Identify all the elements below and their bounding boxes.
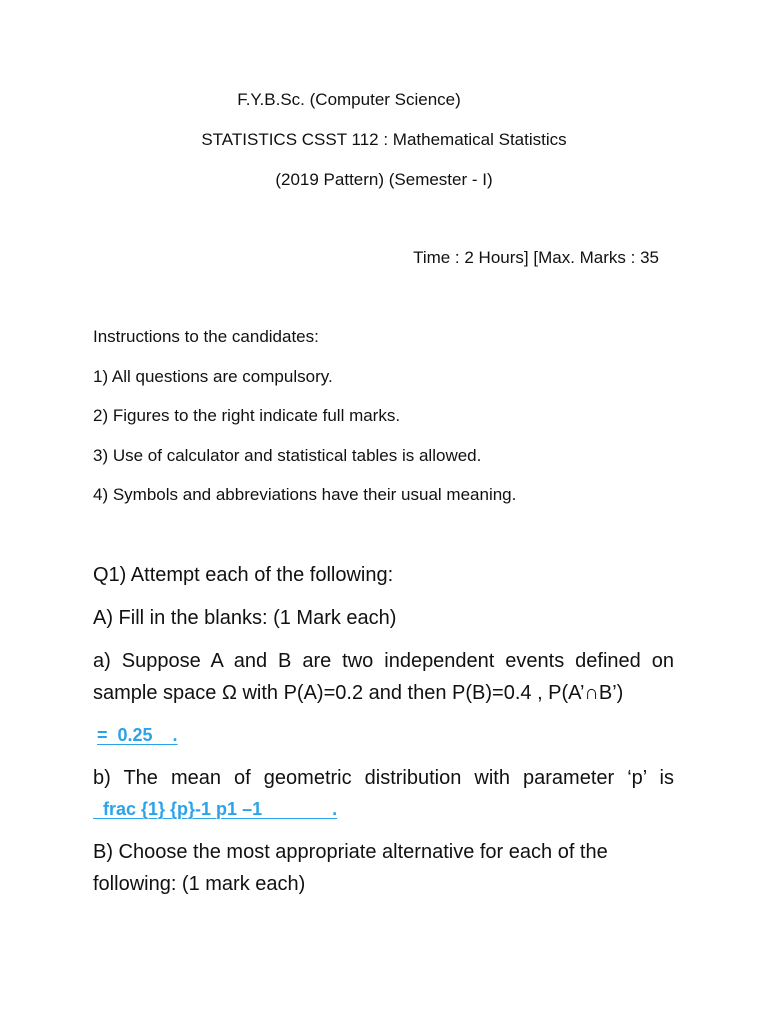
question-a-line-1: a) Suppose A and B are two independent events defined on — [93, 650, 674, 672]
pattern-semester: (2019 Pattern) (Semester - I) — [275, 170, 493, 189]
q1-title: Q1) Attempt each of the following: — [93, 564, 394, 586]
section-b-heading-line-2: following: (1 mark each) — [93, 873, 306, 895]
instruction-item: 2) Figures to the right indicate full marks. — [93, 406, 401, 425]
question-b-answer: frac {1} {p}-1 p1 –1 . — [93, 799, 338, 819]
instruction-item: 4) Symbols and abbreviations have their usual meaning. — [93, 485, 517, 504]
course-title: F.Y.B.Sc. (Computer Science) — [237, 90, 461, 109]
instructions-heading: Instructions to the candidates: — [93, 327, 319, 346]
question-b-line-1: b) The mean of geometric distribution with parameter ‘p’ is — [93, 767, 674, 789]
question-a-line-2: sample space Ω with P(A)=0.2 and then P(B)=0.4 , P(A’∩B’) — [93, 682, 624, 704]
question-a-answer: = 0.25 . — [97, 725, 178, 745]
time-and-marks: Time : 2 Hours] [Max. Marks : 35 — [413, 248, 659, 267]
section-b-heading-line-1: B) Choose the most appropriate alternative for each of the — [93, 841, 608, 863]
instruction-item: 3) Use of calculator and statistical tables is allowed. — [93, 446, 482, 465]
subject-title: STATISTICS CSST 112 : Mathematical Statistics — [201, 130, 567, 149]
section-a-heading: A) Fill in the blanks: (1 Mark each) — [93, 607, 397, 629]
instruction-item: 1) All questions are compulsory. — [93, 367, 333, 386]
